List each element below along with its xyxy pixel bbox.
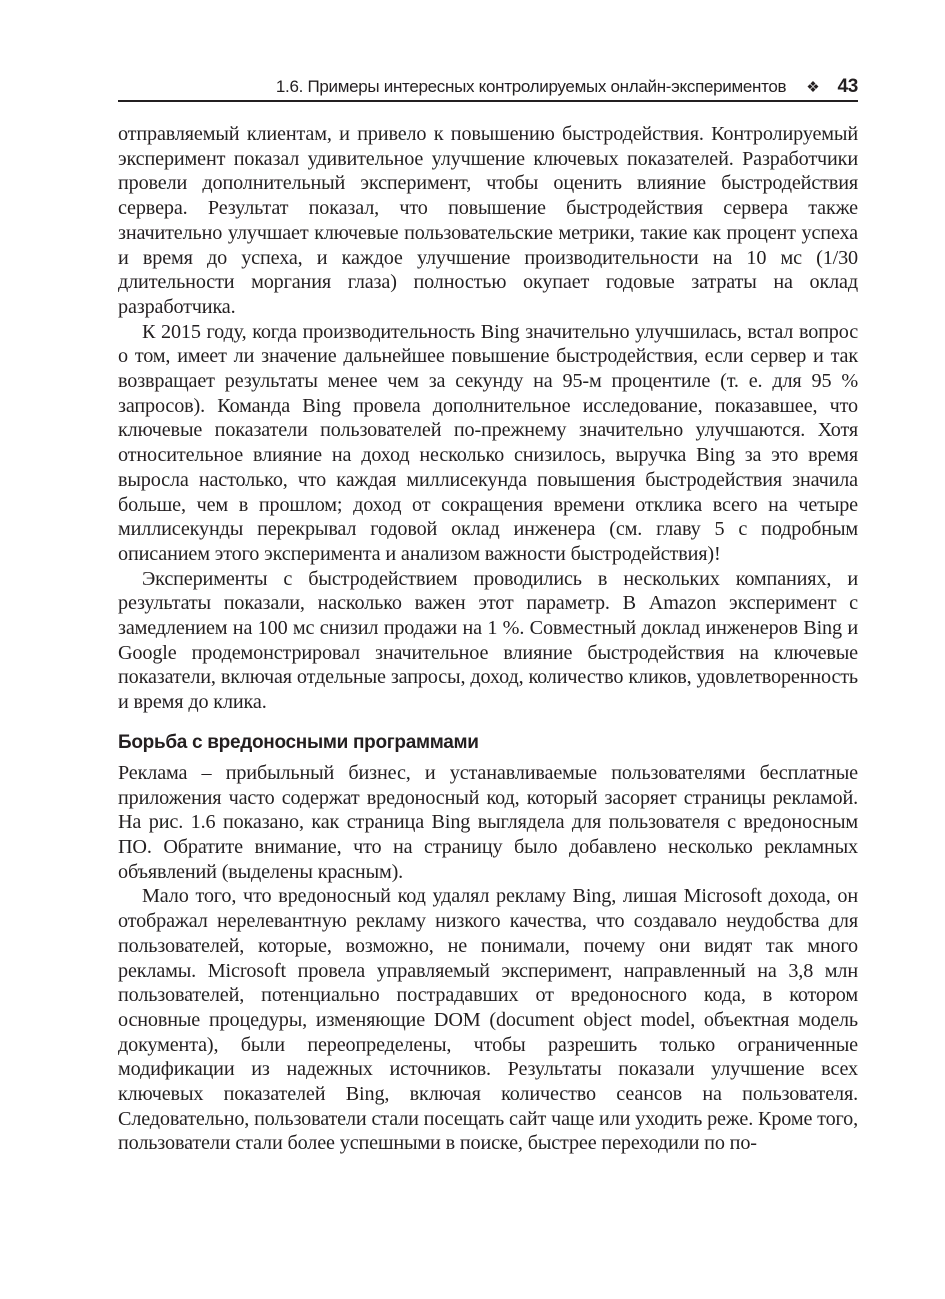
paragraph: Мало того, что вредоносный код удалял рекламу Bing, лишая Microsoft дохода, он отображал нерелевантную рекламу низкого качества, что создавало неудобства для пользователей, которые, возможно, не понимали, почему они видят так много рекламы. Microsoft провела управляемый эксперимент, направленный на 3,8 млн пользователей, потенциально пострадавших от вредоносного кода, в котором основные процедуры, изменяющие DOM (document object model, объектная модель документа), были переопределены, чтобы разрешить только ограниченные модификации из надежных источников. Результаты показали улучшение всех ключевых показателей Bing, включая количество сеансов на пользователя. Следовательно, пользователи стали посещать сайт чаще или уходить реже. Кроме того, пользователи стали более успешными в поиске, быстрее переходили по по- [118,885,858,1155]
paragraph: К 2015 году, когда производительность Bing значительно улучшилась, встал вопрос о том, имеет ли значение дальнейшее повышение быстродействия, если сервер и так возвращает результаты менее чем за секунду на 95-м процентиле (т. е. для 95 % запросов). Команда Bing провела дополнительное исследование, показавшее, что ключевые показатели пользователей по-прежнему значительно улучшаются. Хотя относительное влияние на доход несколько снизилось, выручка Bing за это время выросла настолько, что каждая миллисекунда повышения быстродействия значила больше, чем в прошлом; доход от сокращения времени отклика всего на четыре миллисекунды перекрывал годовой оклад инженера (см. главу 5 с подробным описанием этого эксперимента и анализом важности быстродействия)! [118,320,858,565]
diamond-ornament-icon: ❖ [806,79,820,96]
running-head [118,74,858,102]
running-head-section-title: 1.6. Примеры интересных контролируемых онлайн-экспериментов [275,77,787,96]
page-number: 43 [837,76,858,97]
section-heading: Борьба с вредоносными программами [118,731,479,753]
page-body [118,122,858,1156]
paragraph: Эксперименты с быстродействием проводились в нескольких компаниях, и результаты показали, насколько важен этот параметр. В Amazon эксперимент с замедлением на 100 мс снизил продажи на 1 %. Совместный доклад инженеров Bing и Google продемонстрировал значительное влияние быстродействия на ключевые показатели, включая отдельные запросы, доход, количество кликов, удовлетворенность и время до клика. [118,567,858,714]
paragraph: Реклама – прибыльный бизнес, и устанавливаемые пользователями бесплатные приложения часто содержат вредоносный код, который засоряет страницы рекламой. На рис. 1.6 показано, как страница Bing выглядела для пользователя с вредоносным ПО. Обратите внимание, что на страницу было добавлено несколько рекламных объявлений (выделены красным). [118,761,858,883]
paragraph: отправляемый клиентам, и привело к повышению быстродействия. Контролируемый эксперимент показал удивительное улучшение ключевых показателей. Разработчики провели дополнительный эксперимент, чтобы оценить влияние быстродействия сервера. Результат показал, что повышение быстродействия сервера также значительно улучшает ключевые пользовательские метрики, такие как процент успеха и время до успеха, и каждое улучшение производительности на 10 мс (1/30 длительности моргания глаза) полностью окупает годовые затраты на оклад разработчика. [118,123,858,318]
